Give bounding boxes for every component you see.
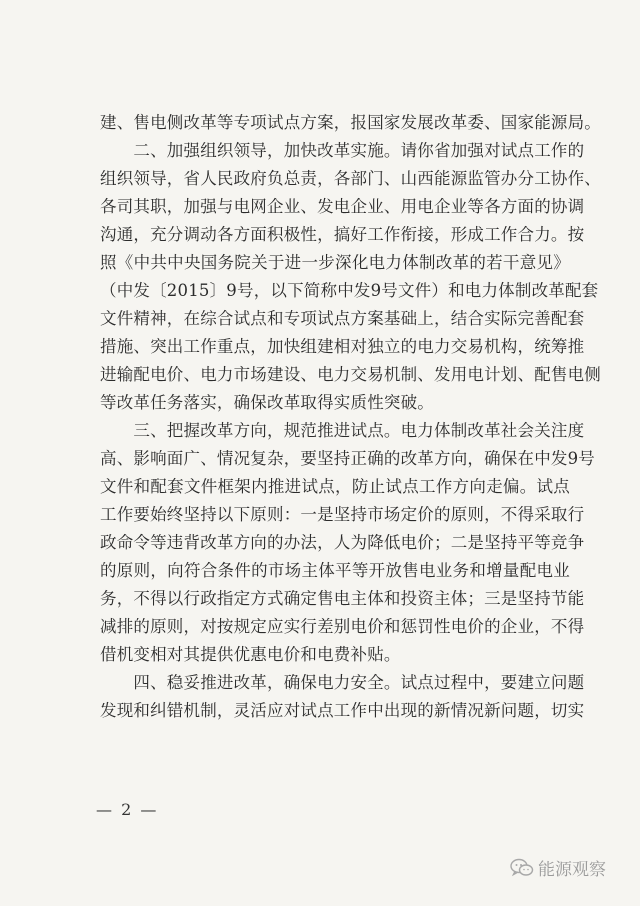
- text-line: 沟通，充分调动各方面积极性，搞好工作衔接，形成工作合力。按: [100, 225, 585, 244]
- text-line: 三、把握改革方向，规范推进试点。电力体制改革社会关注度: [100, 421, 585, 440]
- text-line: 借机变相对其提供优惠电价和电费补贴。: [100, 645, 401, 664]
- text-line: 四、稳妥推进改革，确保电力安全。试点过程中，要建立问题: [100, 673, 585, 692]
- text-line: 等改革任务落实，确保改革取得实质性突破。: [100, 393, 434, 412]
- text-line: 减排的原则，对按规定应实行差别电价和惩罚性电价的企业，不得: [100, 617, 585, 636]
- page-number: — 2 —: [96, 800, 159, 819]
- text-line: 各司其职，加强与电网企业、发电企业、用电企业等各方面的协调: [100, 197, 585, 216]
- text-line: 文件和配套文件框架内推进试点，防止试点工作方向走偏。试点: [100, 477, 570, 496]
- wechat-icon: [510, 858, 534, 878]
- text-line: 组织领导，省人民政府负总责，各部门、山西能源监管办分工协作、: [100, 169, 601, 188]
- text-line: 进输配电价、电力市场建设、电力交易机制、发用电计划、配售电侧: [100, 365, 601, 384]
- watermark-text: 能源观察: [538, 860, 606, 880]
- text-line: 的原则，向符合条件的市场主体平等开放售电业务和增量配电业: [100, 561, 570, 580]
- text-line: 工作要始终坚持以下原则：一是坚持市场定价的原则，不得采取行: [100, 505, 585, 524]
- text-line: 照《中共中央国务院关于进一步深化电力体制改革的若干意见》: [100, 253, 570, 272]
- text-line: 务，不得以行政指定方式确定售电主体和投资主体；三是坚持节能: [100, 589, 585, 608]
- document-body: [100, 109, 601, 725]
- text-line: 措施、突出工作重点，加快组建相对独立的电力交易机构，统筹推: [100, 337, 585, 356]
- text-line: （中发〔2015〕9号，以下简称中发9号文件）和电力体制改革配套: [100, 281, 599, 300]
- text-line: 文件精神，在综合试点和专项试点方案基础上，结合实际完善配套: [100, 309, 585, 328]
- text-line: 建、售电侧改革等专项试点方案，报国家发展改革委、国家能源局。: [100, 113, 601, 132]
- watermark: [510, 855, 606, 880]
- text-line: 政命令等违背改革方向的办法，人为降低电价；二是坚持平等竞争: [100, 533, 585, 552]
- text-line: 二、加强组织领导，加快改革实施。请你省加强对试点工作的: [100, 141, 585, 160]
- text-line: 高、影响面广、情况复杂，要坚持正确的改革方向，确保在中发9号: [100, 449, 595, 468]
- text-line: 发现和纠错机制，灵活应对试点工作中出现的新情况新问题，切实: [100, 701, 585, 720]
